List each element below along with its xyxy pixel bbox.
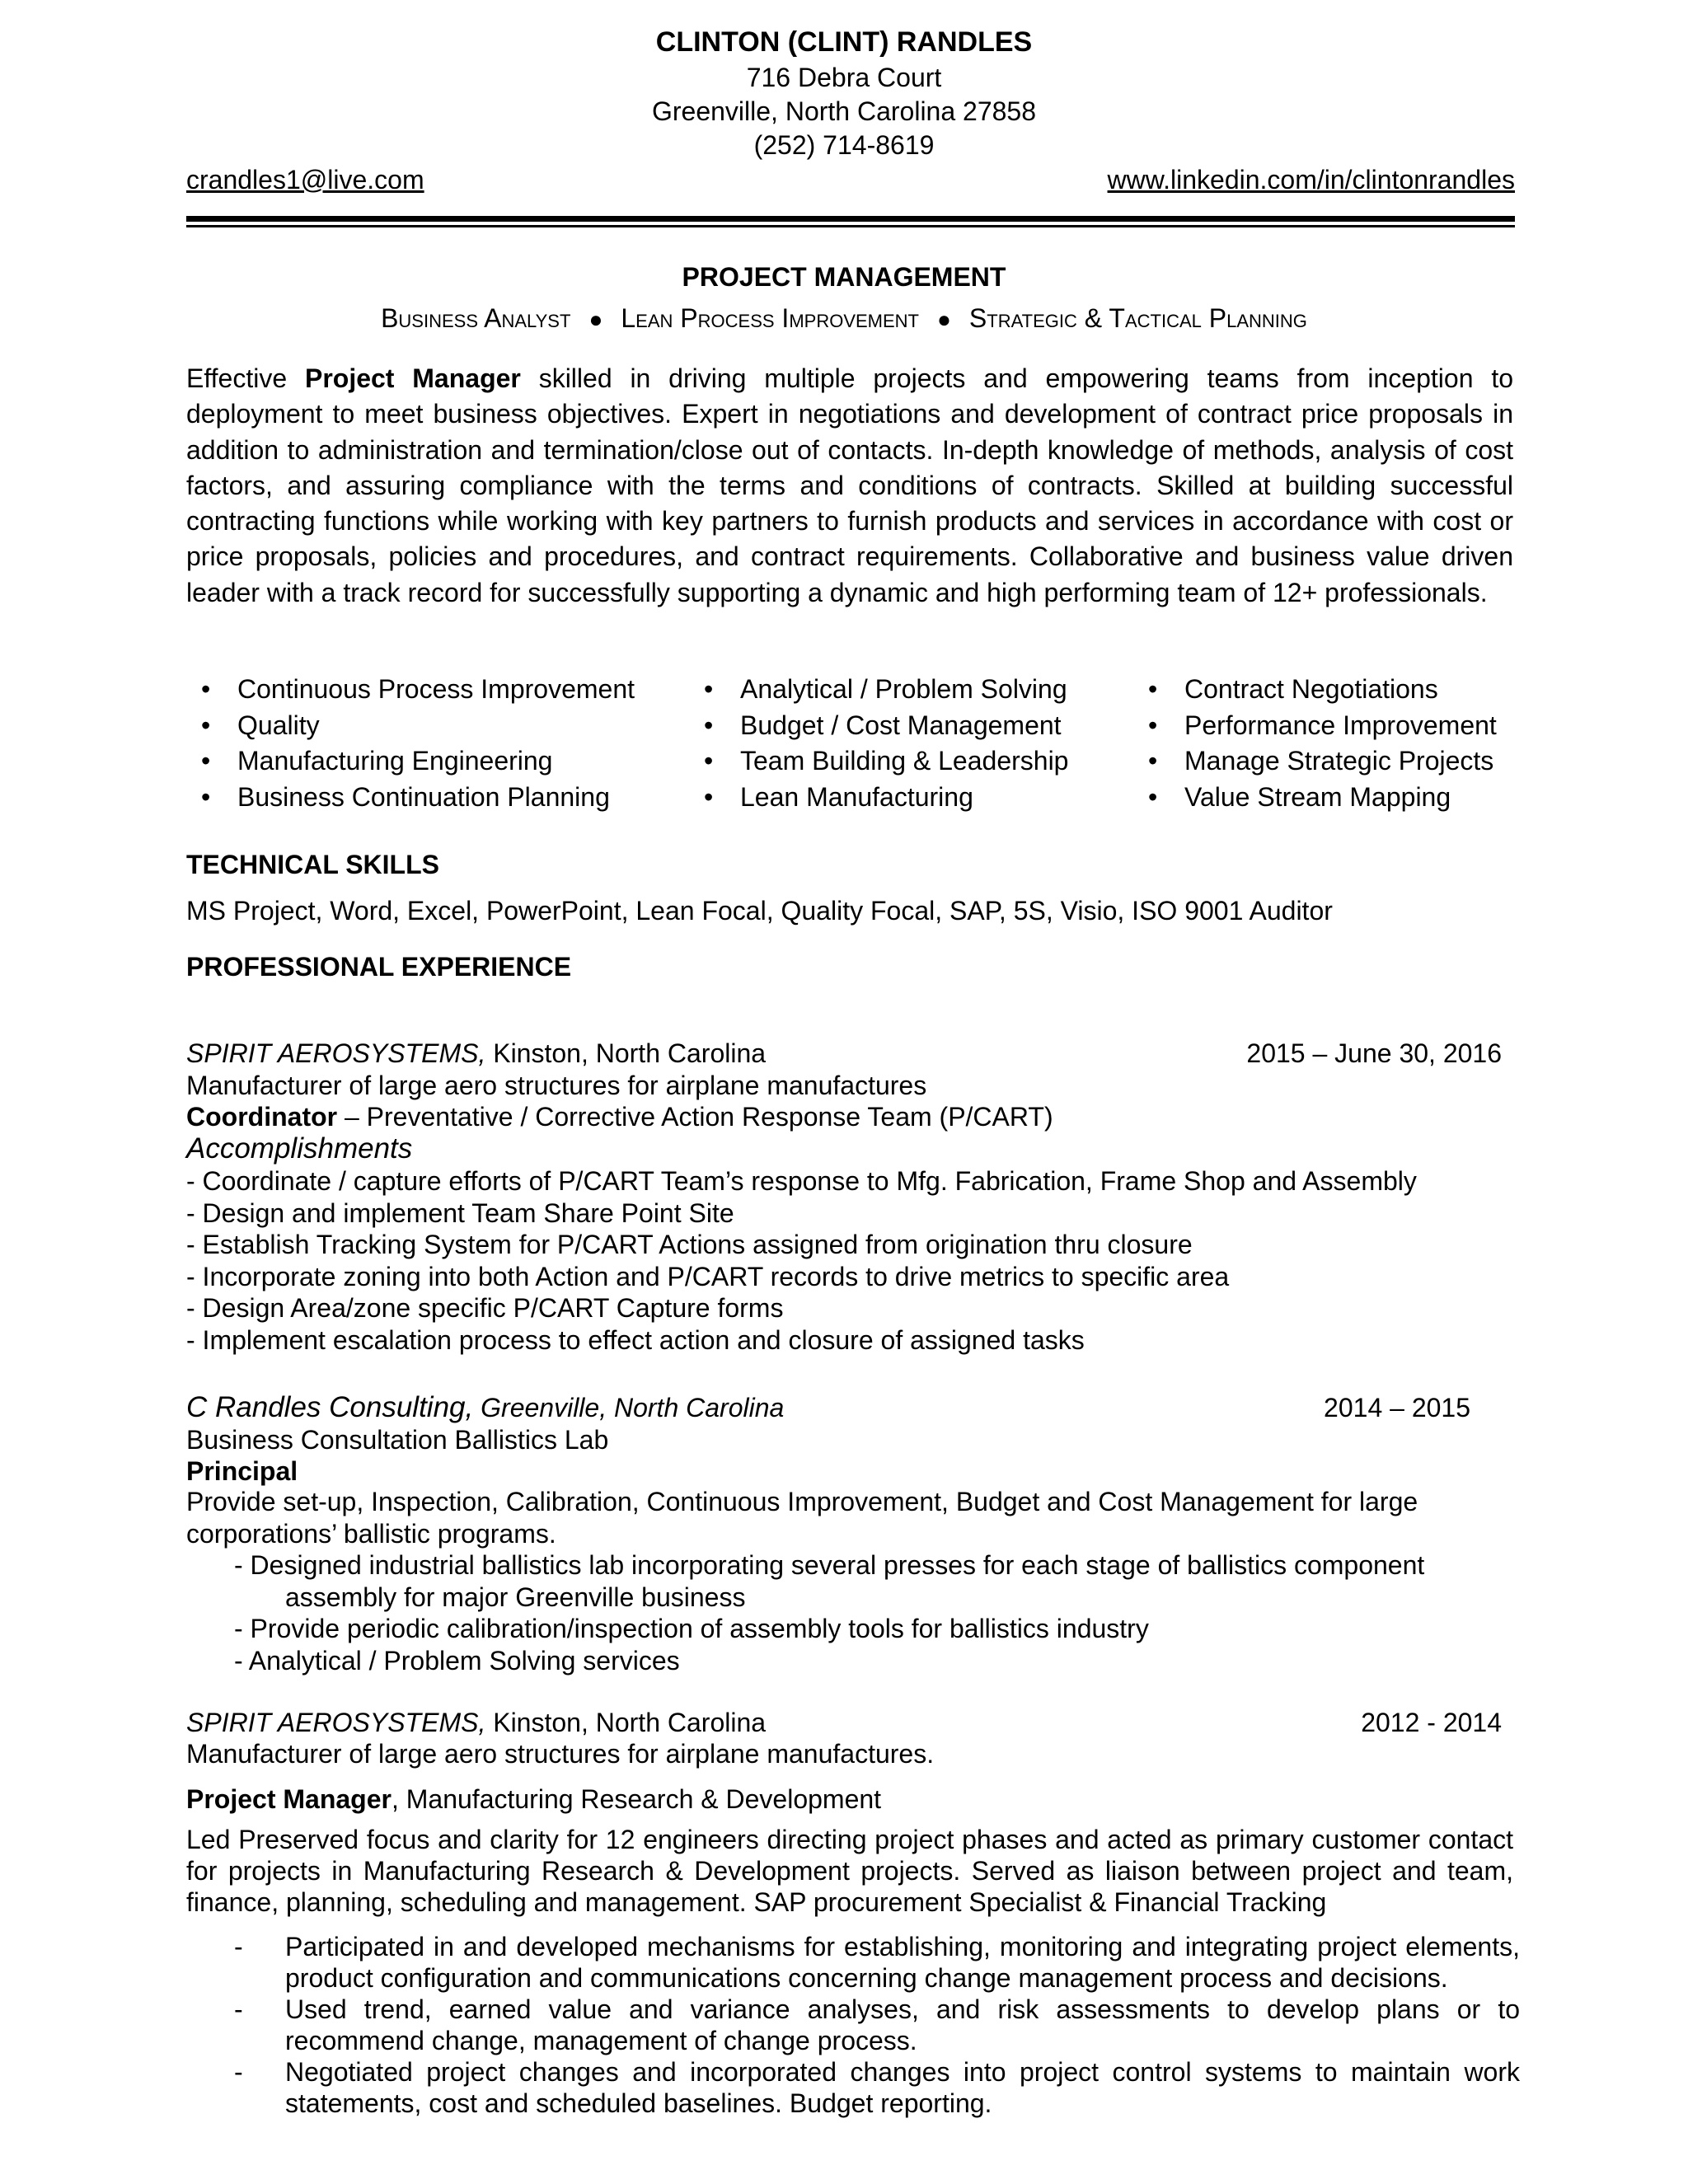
list-item: - Incorporate zoning into both Action and P/CART records to drive metrics to specific area [186,1261,1230,1291]
header-divider-thin [186,225,1515,227]
job-3-bullets [234,1931,1520,2119]
job-1-dates: 2015 – June 30, 2016 [1246,1038,1502,1068]
list-item: • Value Stream Mapping [1133,780,1497,816]
list-item: - Negotiated project changes and incorporated changes into project control systems to maintain work statements, cost and scheduled baselines. Budget reporting. [234,2056,1520,2119]
list-item: - Establish Tracking System for P/CART Actions assigned from origination thru closure [186,1230,1193,1260]
job-2-bullets [234,1549,1520,1676]
technical-skills-heading: TECHNICAL SKILLS [186,850,439,879]
list-item: • Performance Improvement [1133,708,1497,744]
list-item: - Design and implement Team Share Point Site [186,1197,734,1228]
subtitle-lean-process: Lean Process Improvement [621,303,919,333]
phone-number: (252) 714-8619 [753,130,935,160]
summary-body: skilled in driving multiple projects and empowering teams from inception to deployment to meet business objectives. Expert in negotiations and development of contract price proposals in addition to administration and termination/close out of contacts. In-depth knowledge of methods, analysis of cost factors, and assuring compliance with the terms and conditions of contracts. Skilled at building successful contracting functions while working with key partners to furnish products and services in accordance with cost or price proposals, policies and procedures, and contract requirements. Collaborative and business value driven leader with a track record for successfully supporting a dynamic and high performing team of 12+ professionals. [186,363,1514,607]
job-1-location: Kinston, North Carolina [485,1038,767,1068]
list-item: - Analytical / Problem Solving services [234,1645,680,1675]
job-2-company: C Randles Consulting, [186,1391,474,1423]
list-item: • Lean Manufacturing [689,780,1068,816]
job-1-description: Manufacturer of large aero structures for airplane manufactures [186,1071,927,1100]
job-1-company: SPIRIT AEROSYSTEMS, [186,1038,486,1068]
header-divider-thick [186,216,1515,222]
job-3-title-detail: , Manufacturing Research & Development [391,1784,882,1814]
list-item: • Team Building & Leadership [689,743,1068,780]
job-2-dates: 2014 – 2015 [1324,1393,1470,1422]
job-2-title: Principal [186,1456,298,1486]
subtitle-business-analyst: Business Analyst [381,303,571,333]
address-line-1: 716 Debra Court [746,63,942,92]
job-1-title [186,1100,1053,1133]
job-3-description: Manufacturer of large aero structures for airplane manufactures. [186,1739,935,1769]
list-item: • Manage Strategic Projects [1133,743,1497,780]
job-1-title-role: Coordinator [186,1102,338,1132]
experience-heading: PROFESSIONAL EXPERIENCE [186,952,572,982]
candidate-name: CLINTON (CLINT) RANDLES [655,26,1033,58]
job-3-employer [186,1706,766,1739]
subtitle-strategic-planning: Strategic & Tactical Planning [968,303,1307,333]
job-3-dates: 2012 - 2014 [1361,1708,1502,1737]
list-item: • Continuous Process Improvement [186,672,635,708]
summary-subtitles [0,302,1688,336]
address-line-2: Greenville, North Carolina 27858 [651,96,1037,126]
summary-paragraph [186,361,1513,611]
job-2-description: Business Consultation Ballistics Lab [186,1425,609,1455]
job-3-location: Kinston, North Carolina [485,1708,767,1737]
summary-lead: Effective [186,363,305,393]
job-1-accomplishments [186,1165,1417,1357]
separator-dot: ● [588,307,603,332]
list-item: - Designed industrial ballistics lab incorporating several presses for each stage of ballistics component assembly for major Greenville business [234,1550,1425,1612]
job-1-title-detail: – Preventative / Corrective Action Response Team (P/CART) [337,1102,1053,1132]
list-item: • Budget / Cost Management [689,708,1068,744]
list-item: - Coordinate / capture efforts of P/CART Team’s response to Mfg. Fabrication, Frame Shop and Assembly [186,1166,1417,1196]
job-2-summary: Provide set-up, Inspection, Calibration, Continuous Improvement, Budget and Cost Management for large corporations’ ballistic programs. [186,1487,1418,1549]
competency-column-3 [1133,672,1497,815]
job-1-accomplishments-heading: Accomplishments [186,1132,413,1165]
job-2-employer [186,1390,784,1426]
separator-dot: ● [937,307,951,332]
list-item: - Provide periodic calibration/inspection of assembly tools for ballistics industry [234,1614,1149,1644]
list-item: • Quality [186,708,635,744]
job-2-location: Greenville, North Carolina [473,1393,785,1422]
competency-column-1 [186,672,635,815]
list-item: - Implement escalation process to effect action and closure of assigned tasks [186,1324,1085,1355]
job-3-title [186,1783,881,1816]
list-item: • Business Continuation Planning [186,780,635,816]
list-item: • Analytical / Problem Solving [689,672,1068,708]
list-item: - Used trend, earned value and variance analyses, and risk assessments to develop plans or to recommend change, management of change process. [234,1994,1520,2056]
list-item: - Design Area/zone specific P/CART Capture forms [186,1293,784,1324]
competency-column-2 [689,672,1068,815]
summary-bold-role: Project Manager [304,363,521,393]
list-item: • Contract Negotiations [1133,672,1497,708]
email-link[interactable]: crandles1@live.com [186,165,424,194]
linkedin-link[interactable]: www.linkedin.com/in/clintonrandles [1107,165,1515,194]
summary-title: PROJECT MANAGEMENT [682,262,1006,292]
job-1-employer [186,1037,766,1070]
job-3-company: SPIRIT AEROSYSTEMS, [186,1708,486,1737]
job-3-title-role: Project Manager [186,1784,392,1814]
technical-skills-text: MS Project, Word, Excel, PowerPoint, Lean Focal, Quality Focal, SAP, 5S, Visio, ISO 9001 Auditor [186,896,1333,926]
job-3-summary: Led Preserved focus and clarity for 12 engineers directing project phases and acted as primary customer contact for projects in Manufacturing Research & Development projects. Served as liaison between project and team, finance, planning, scheduling and management. SAP procurement Specialist & Financial Tracking [186,1825,1513,1917]
list-item: - Participated in and developed mechanisms for establishing, monitoring and integrating project elements, product configuration and communications concerning change management process and decisions. [234,1931,1520,1994]
list-item: • Manufacturing Engineering [186,743,635,780]
